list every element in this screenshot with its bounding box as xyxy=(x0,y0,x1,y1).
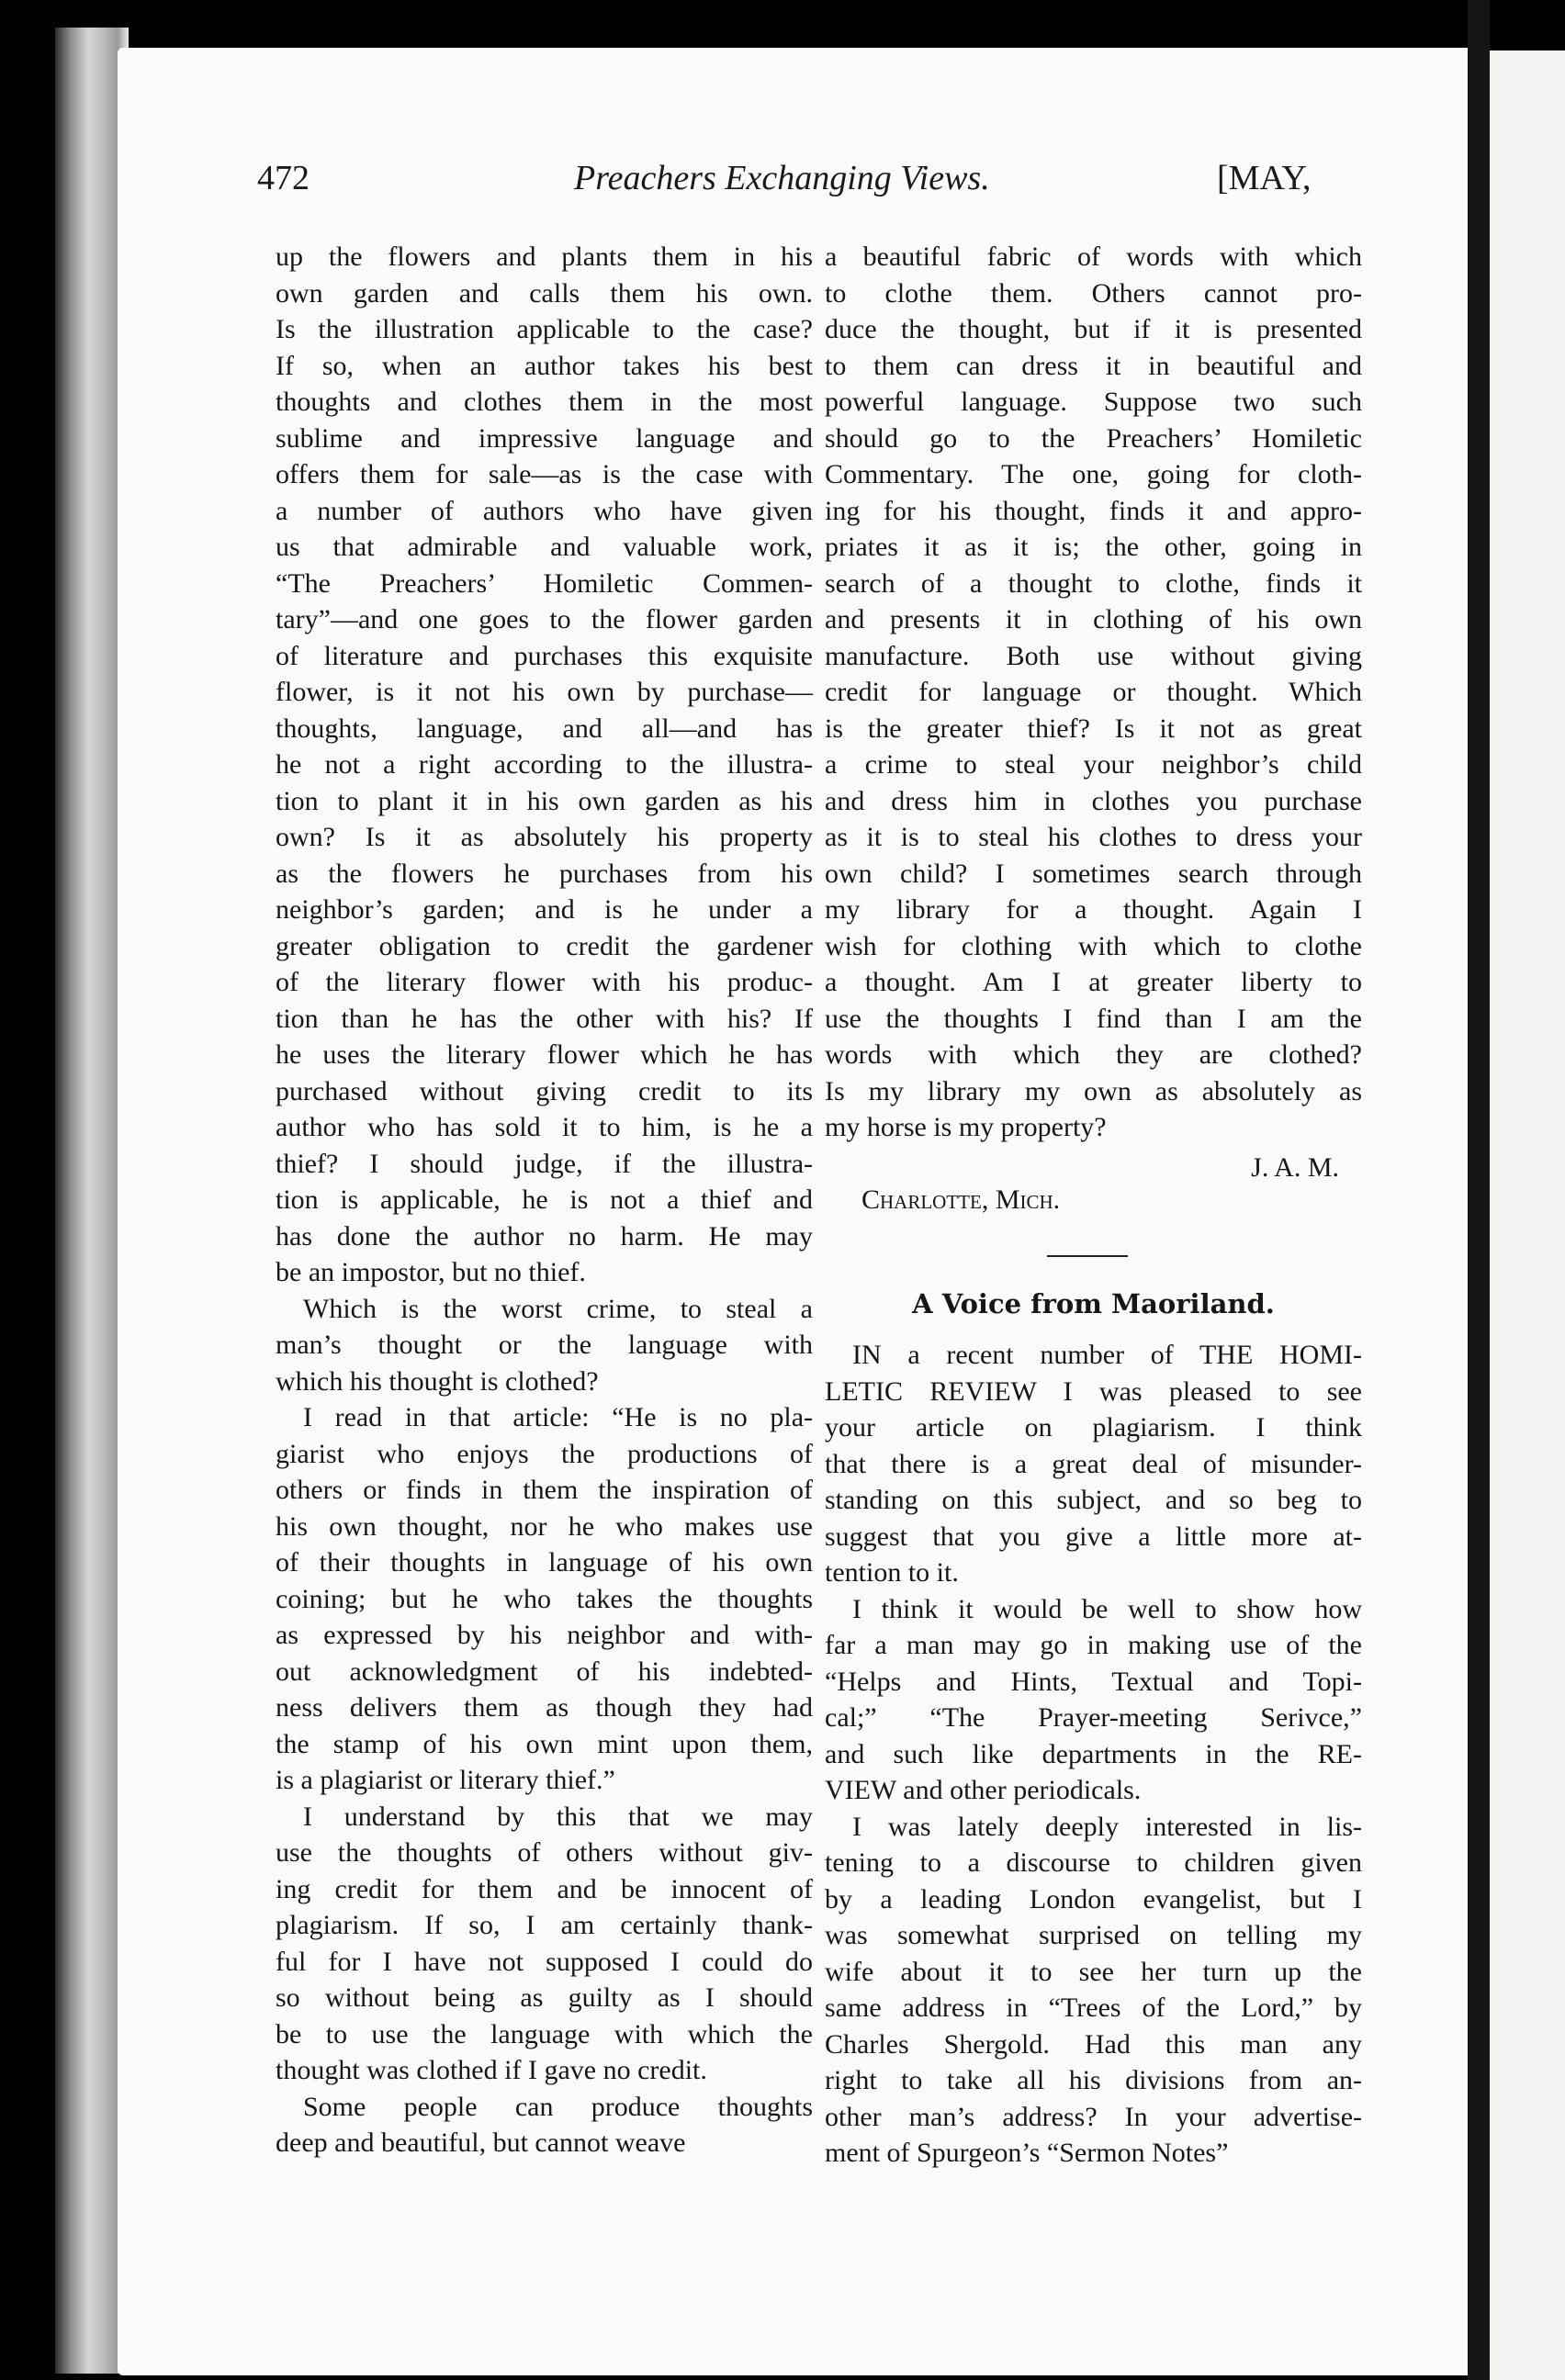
text-line: was somewhat surprised on telling my xyxy=(825,1920,1362,1950)
text-line: has done the author no harm. He may xyxy=(276,1220,813,1252)
right-column-text-top xyxy=(825,239,1362,1146)
text-line: cal;” “The Prayer-meeting Serivce,” xyxy=(825,1702,1362,1733)
text-line: be an impostor, but no thief. xyxy=(276,1257,586,1287)
text-line: tion than he has the other with his? If xyxy=(276,1003,813,1034)
text-line: others or finds in them the inspiration of xyxy=(276,1475,813,1505)
text-line: is a plagiarist or literary thief.” xyxy=(276,1765,615,1795)
page-header xyxy=(257,158,1341,209)
text-line: standing on this subject, and so beg to xyxy=(825,1485,1362,1515)
text-line: own garden and calls them his own. xyxy=(276,277,813,309)
text-line: I think it would be well to show how xyxy=(852,1593,1362,1624)
text-line: ment of Spurgeon’s “Sermon Notes” xyxy=(825,2138,1229,2168)
text-line: “The Preachers’ Homiletic Commen- xyxy=(276,567,813,599)
text-line: greater obligation to credit the gardener xyxy=(276,930,813,961)
text-line: flower, is it not his own by purchase— xyxy=(276,677,813,707)
text-line: right to take all his divisions from an- xyxy=(825,2065,1362,2095)
page-gutter-shadow xyxy=(1468,0,1490,2380)
text-line: out acknowledgment of his indebted- xyxy=(276,1656,813,1687)
text-line: Which is the worst crime, to steal a xyxy=(303,1293,813,1324)
text-line: far a man may go in making use of the xyxy=(825,1630,1362,1660)
text-line: Commentary. The one, going for cloth- xyxy=(825,459,1362,489)
text-line: man’s thought or the language with xyxy=(276,1330,813,1360)
text-line: ing for his thought, finds it and appro- xyxy=(825,495,1362,526)
text-line: thief? I should judge, if the illustra- xyxy=(276,1148,813,1179)
text-line: he not a right according to the illustra- xyxy=(276,749,813,780)
text-line: is the greater thief? Is it not as great xyxy=(825,713,1362,744)
text-line: tention to it. xyxy=(825,1557,959,1588)
text-line: he uses the literary flower which he has xyxy=(276,1039,813,1070)
text-line: priates it as it is; the other, going in xyxy=(825,532,1362,562)
text-line: that there is a great deal of misunder- xyxy=(825,1448,1362,1479)
text-line: same address in “Trees of the Lord,” by xyxy=(825,1993,1362,2023)
text-line: wish for clothing with which to clothe xyxy=(825,930,1362,961)
text-line: thoughts, language, and all—and has xyxy=(276,713,813,744)
text-line: duce the thought, but if it is presented xyxy=(825,314,1362,344)
text-line: wife about it to see her turn up the xyxy=(825,1956,1362,1987)
text-line: tion to plant it in his own garden as his xyxy=(276,785,813,816)
text-line: LETIC REVIEW I was pleased to see xyxy=(825,1375,1362,1407)
text-line: thought was clothed if I gave no credit. xyxy=(276,2055,707,2085)
page-number: 472 xyxy=(257,159,310,197)
facing-page-edge xyxy=(1490,51,1565,2380)
text-line: as expressed by his neighbor and with- xyxy=(276,1620,813,1650)
text-line: “Helps and Hints, Textual and Topi- xyxy=(825,1666,1362,1697)
text-line: ing credit for them and be innocent of xyxy=(276,1873,813,1904)
text-line: I read in that article: “He is no pla- xyxy=(303,1402,813,1432)
text-line: and presents it in clothing of his own xyxy=(825,604,1362,634)
text-line: my library for a thought. Again I xyxy=(825,894,1362,925)
text-line: to clothe them. Others cannot pro- xyxy=(825,277,1362,309)
text-line: tary”—and one goes to the flower garden xyxy=(276,604,813,634)
text-line: tion is applicable, he is not a thief and xyxy=(276,1184,813,1215)
text-line: search of a thought to clothe, finds it xyxy=(825,567,1362,599)
text-line: a number of authors who have given xyxy=(276,495,813,526)
text-line: ness delivers them as though they had xyxy=(276,1692,813,1723)
text-line: purchased without giving credit to its xyxy=(276,1075,813,1106)
text-line: up the flowers and plants them in his xyxy=(276,241,813,272)
text-line: suggest that you give a little more at- xyxy=(825,1521,1362,1552)
text-line: as the flowers he purchases from his xyxy=(276,858,813,889)
text-line: of literature and purchases this exquisite xyxy=(276,640,813,671)
text-line: deep and beautiful, but cannot weave xyxy=(276,2127,686,2158)
text-line: thoughts and clothes them in the most xyxy=(276,387,813,417)
text-line: his own thought, nor he who makes use xyxy=(276,1510,813,1542)
text-line: use the thoughts of others without giv- xyxy=(276,1837,813,1868)
text-line: should go to the Preachers’ Homiletic xyxy=(825,422,1362,454)
text-line: Is the illustration applicable to the case? xyxy=(276,314,813,344)
signature-row xyxy=(825,1146,1362,1183)
text-line: credit for language or thought. Which xyxy=(825,677,1362,707)
text-line: plagiarism. If so, I am certainly thank- xyxy=(276,1910,813,1940)
text-line: be to use the language with which the xyxy=(276,2018,813,2049)
text-line: ful for I have not supposed I could do xyxy=(276,1946,813,1977)
running-month: [MAY, xyxy=(1217,159,1312,197)
text-line: manufacture. Both use without giving xyxy=(825,640,1362,671)
text-line: powerful language. Suppose two such xyxy=(825,387,1362,417)
text-line: I understand by this that we may xyxy=(303,1801,813,1832)
text-line: VIEW and other periodicals. xyxy=(825,1775,1142,1805)
text-line: Charles Shergold. Had this man any xyxy=(825,2028,1362,2060)
right-column xyxy=(825,239,1362,2172)
running-title: Preachers Exchanging Views. xyxy=(574,159,990,197)
text-line: to them can dress it in beautiful and xyxy=(825,350,1362,381)
text-line: my horse is my property? xyxy=(825,1112,1107,1142)
text-line: words with which they are clothed? xyxy=(825,1039,1362,1070)
text-line: own child? I sometimes search through xyxy=(825,858,1362,889)
text-line: author who has sold it to him, is he a xyxy=(276,1112,813,1142)
text-line: use the thoughts I find than I am the xyxy=(825,1003,1362,1034)
text-line: sublime and impressive language and xyxy=(276,422,813,454)
author-place: Charlotte, Mich. xyxy=(861,1184,1061,1215)
text-line: and such like departments in the RE- xyxy=(825,1738,1362,1769)
text-line: a crime to steal your neighbor’s child xyxy=(825,749,1362,780)
right-column-text-bottom xyxy=(825,1337,1362,2172)
text-line: giarist who enjoys the productions of xyxy=(276,1438,813,1469)
text-line: a thought. Am I at greater liberty to xyxy=(825,967,1362,997)
text-line: as it is to steal his clothes to dress your xyxy=(825,822,1362,852)
left-column xyxy=(276,239,813,2161)
text-line: so without being as guilty as I should xyxy=(276,1982,813,2013)
text-line: your article on plagiarism. I think xyxy=(825,1412,1362,1443)
text-line: and dress him in clothes you purchase xyxy=(825,785,1362,816)
author-signature: J. A. M. xyxy=(1251,1151,1339,1183)
text-line: If so, when an author takes his best xyxy=(276,350,813,381)
text-line: of their thoughts in language of his own xyxy=(276,1547,813,1577)
text-line: by a leading London evangelist, but I xyxy=(825,1883,1362,1914)
text-line: which his thought is clothed? xyxy=(276,1365,599,1397)
text-line: I was lately deeply interested in lis- xyxy=(852,1811,1362,1842)
text-line: tening to a discourse to children given xyxy=(825,1847,1362,1878)
section-heading: A Voice from Maoriland. xyxy=(912,1287,1275,1319)
text-line: offers them for sale—as is the case with xyxy=(276,459,813,489)
section-divider xyxy=(1047,1255,1128,1257)
text-line: Is my library my own as absolutely as xyxy=(825,1075,1362,1106)
text-line: IN a recent number of THE HOMI- xyxy=(852,1340,1362,1370)
text-line: the stamp of his own mint upon them, xyxy=(276,1728,813,1759)
text-line: neighbor’s garden; and is he under a xyxy=(276,894,813,925)
text-line: us that admirable and valuable work, xyxy=(276,532,813,562)
text-line: coining; but he who takes the thoughts xyxy=(276,1583,813,1614)
text-line: a beautiful fabric of words with which xyxy=(825,241,1362,272)
text-line: other man’s address? In your advertise- xyxy=(825,2101,1362,2132)
text-line: of the literary flower with his produc- xyxy=(276,967,813,997)
text-line: own? Is it as absolutely his property xyxy=(276,822,813,852)
text-line: Some people can produce thoughts xyxy=(303,2091,813,2122)
